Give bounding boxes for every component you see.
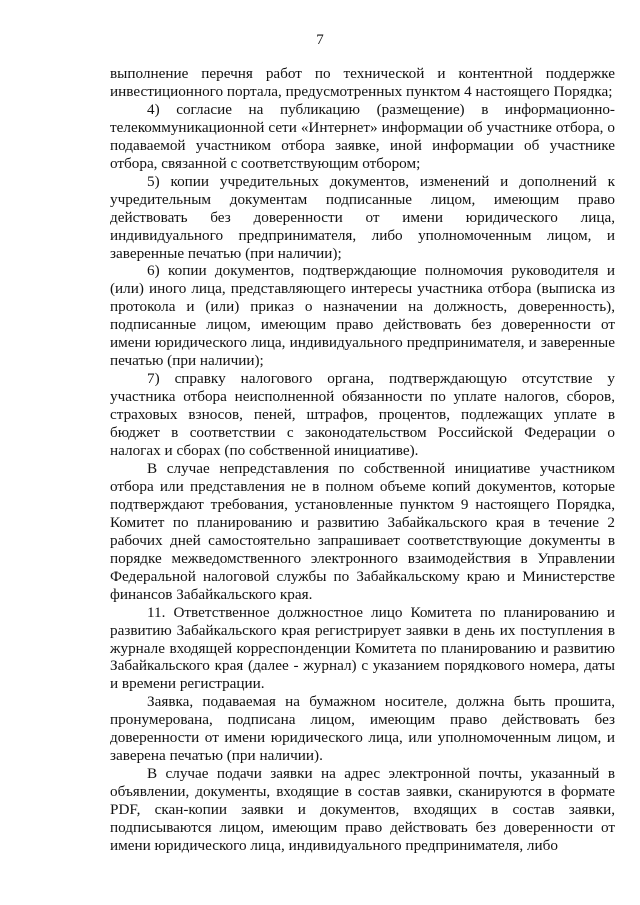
paragraph-interagency-request: В случае непредставления по собственной инициативе участником отбора или представления не в полном объеме копий документов, которые подтверждают требования, установленные пунктом 9 настоящего Порядка, Комитет по планированию и развитию Забайкальского края в течение 2 рабочих дней самостоятельно запрашивает соответствующие документы в порядке межведомственного электронного взаимодействия в Управлении Федеральной налоговой службы по Забайкальскому краю и Министерстве финансов Забайкальского края. [110, 459, 615, 603]
paragraph-email-application: В случае подачи заявки на адрес электронной почты, указанный в объявлении, документы, входящие в состав заявки, сканируются в формате PDF, скан-копии заявки и документов, входящих в состав заявки, подписываются лицом, имеющим право действовать без доверенности от имени юридического лица, индивидуального предпринимателя, либо [110, 765, 615, 854]
paragraph-continuation: выполнение перечня работ по технической и контентной поддержке инвестиционного портала, предусмотренных пунктом 4 настоящего Порядка; [110, 65, 615, 100]
paragraph-item-4-consent: 4) согласие на публикацию (размещение) в информационно-телекоммуникационной сети «Интернет» информации об участнике отбора, о подаваемой участником отбора заявке, иной информации об участнике отбора, связанной с соответствующим отбором; [110, 100, 615, 172]
document-body [110, 65, 615, 855]
paragraph-paper-application: Заявка, подаваемая на бумажном носителе, должна быть прошита, пронумерована, подписана лицом, имеющим право действовать без доверенности от имени юридического лица, или уполномоченным лицом, и заверена печатью (при наличии). [110, 693, 615, 765]
paragraph-item-7-tax-certificate: 7) справку налогового органа, подтверждающую отсутствие у участника отбора неисполненной обязанности по уплате налогов, сборов, страховых взносов, пеней, штрафов, процентов, подлежащих уплате в бюджет в соответствии с законодательством Российской Федерации о налогах и сборах (по собственной инициативе). [110, 370, 615, 460]
page-number: 7 [316, 32, 324, 48]
paragraph-item-6-authority-copies: 6) копии документов, подтверждающие полномочия руководителя и (или) иного лица, представляющего интересы участника отбора (выписка из протокола и (или) приказ о назначении на должность, доверенность), подписанные лицом, имеющим право действовать без доверенности от имени юридического лица, индивидуального предпринимателя, и заверенные печатью (при наличии); [110, 262, 615, 370]
paragraph-item-5-charter-copies: 5) копии учредительных документов, изменений и дополнений к учредительным документам подписанные лицом, имеющим право действовать без доверенности от имени юридического лица, индивидуального предпринимателя, либо уполномоченным лицом, и заверенные печатью (при наличии); [110, 172, 615, 262]
paragraph-11-registration: 11. Ответственное должностное лицо Комитета по планированию и развитию Забайкальского края регистрирует заявки в день их поступления в журнале входящей корреспонденции Комитета по планированию и развитию Забайкальского края (далее - журнал) с указанием порядкового номера, даты и времени регистрации. [110, 603, 615, 693]
